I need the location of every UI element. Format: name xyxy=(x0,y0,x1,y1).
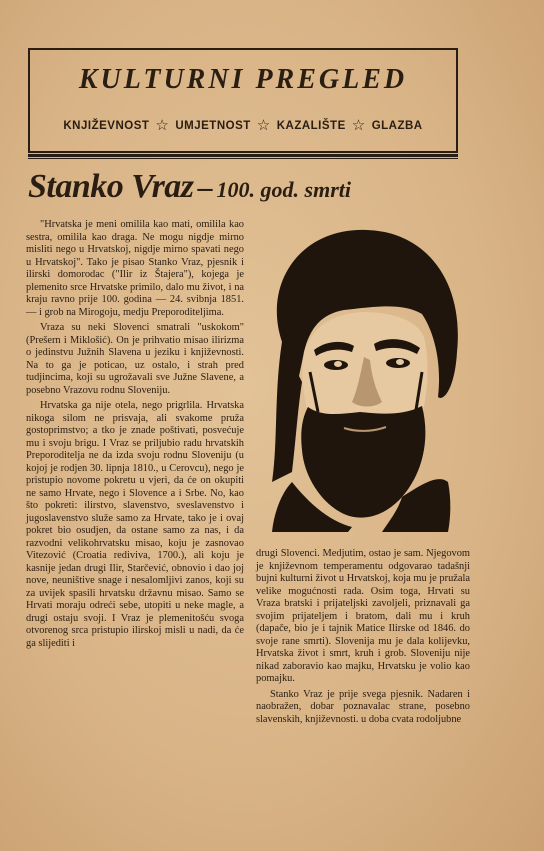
paragraph: Hrvatska ga nije otela, nego prigrlila. Hrvatska nikoga silom ne prisvaja, ali svakome pruža gostoprimstvo; a tko je znade poštivati, posvećuje mu i svoju brigu. I Vraz se priljubio radu hrvatskih Preporoditelja ne da izda svoju rodnu Sloveniju (u kojoj je rodjen 30. lipnja 1810., u Cerovcu), nego je pristupio novome pokretu u vjeri, da će on okupiti ne samo Hrvate, nego i Slovence a i Srbe. No, kao što pokreti: ilirstvo, slavenstvo, sveslavenstvo i jugoslavenstvo služe samo za Hrvate, tako je i ovaj pokret bio osudjen, da ostane samo za nas, i da razvodni velikohrvatsku misao, koju je zasnovao Vitezović (Croatia rediviva, 1700.), ali koju je kasnije jedan drugi Ilir, Starčević, obnovio i dao joj nove, neuništive snage i nesalomljivi zanos, koji su za uvijek spasili hrvatsku državnu misao. Samo se Hrvati moraju odreći sebe, utopiti u neke magle, a drugi ostaju svoji. I Vraz je plemenitošću svoga otvorenog srca pristupio ilirskoj misli u nadi, da će ga slijediti i xyxy=(26,400,244,649)
headline-dash: – xyxy=(197,171,213,204)
article-column-left xyxy=(26,219,244,650)
section-masthead xyxy=(28,48,458,153)
paragraph: Stanko Vraz je prije svega pjesnik. Nadaren i naobražen, dobar poznavalac strane, posebno slavenskih, književnosti. u doba cvata rodoljubne xyxy=(256,688,470,725)
section-label-art: UMJETNOST xyxy=(175,119,251,132)
masthead-title: KULTURNI PREGLED xyxy=(78,64,408,95)
masthead-sections xyxy=(30,118,456,133)
portrait-illustration xyxy=(252,222,464,532)
headline-name: Stanko Vraz xyxy=(28,168,194,205)
section-label-music: GLAZBA xyxy=(371,119,423,132)
paragraph: Vraza su neki Slovenci smatrali "uskokom" (Prešern i Miklošić). On je prihvatio misao ilirizma o jedinstvu Južnih Slavena u jeziku i književnosti. Na to ga je poticao, uz ostalo, i strah pred tudjincima, koji su ugrožavali sve Južne Slavene, a posebno Vrazovu rodnu Sloveniju. xyxy=(26,322,244,396)
article-headline xyxy=(28,168,478,218)
section-label-theatre: KAZALIŠTE xyxy=(276,119,346,132)
paragraph: drugi Slovenci. Medjutim, ostao je sam. Njegovom je književnom temperamentu odgovarao tadašnji bujni kulturni život u Hrvatskoj, koja mu je pružala velike mogućnosti rada. Osim toga, Hrvati su Vraza bratski i prijateljski zavoljeli, priznavali ga svojim prijateljem i bratom, dali mu i kruh (dapače, bio je i tajnik Matice Ilirske od 1846. do svoje rane smrti). Slovenija mu je dala kolijevku, Hrvatska život i smrt, kruh i grob. Sloveniju nije nikad zaboravio kao majku, Hrvatsku je volio kao pomajku. xyxy=(256,548,470,684)
star-icon: ☆ xyxy=(351,117,366,134)
paragraph: "Hrvatska je meni omilila kao mati, omilila kao sestra, omilila kao draga. Ne mogu nigdje mirno misliti nego u Hrvatskoj, nigdje mirno spavati nego u Hrvatskoj". Tako je pisao Stanko Vraz, pjesnik i ilirski domorodac ("Ilir iz Štajera"), kojega je plemenito srce Hrvatske primilo, dalo mu život, i na kraju ravno prije 100. godina — 24. svibnja 1851. — i grob na Mirogoju, medju Preporoditeljima. xyxy=(26,219,244,318)
section-label-literature: KNJIŽEVNOST xyxy=(63,119,150,132)
star-icon: ☆ xyxy=(155,117,170,134)
article-column-right xyxy=(256,548,470,726)
headline-anniversary: 100. god. smrti xyxy=(216,177,351,202)
star-icon: ☆ xyxy=(256,117,271,134)
divider-rule xyxy=(28,158,458,159)
